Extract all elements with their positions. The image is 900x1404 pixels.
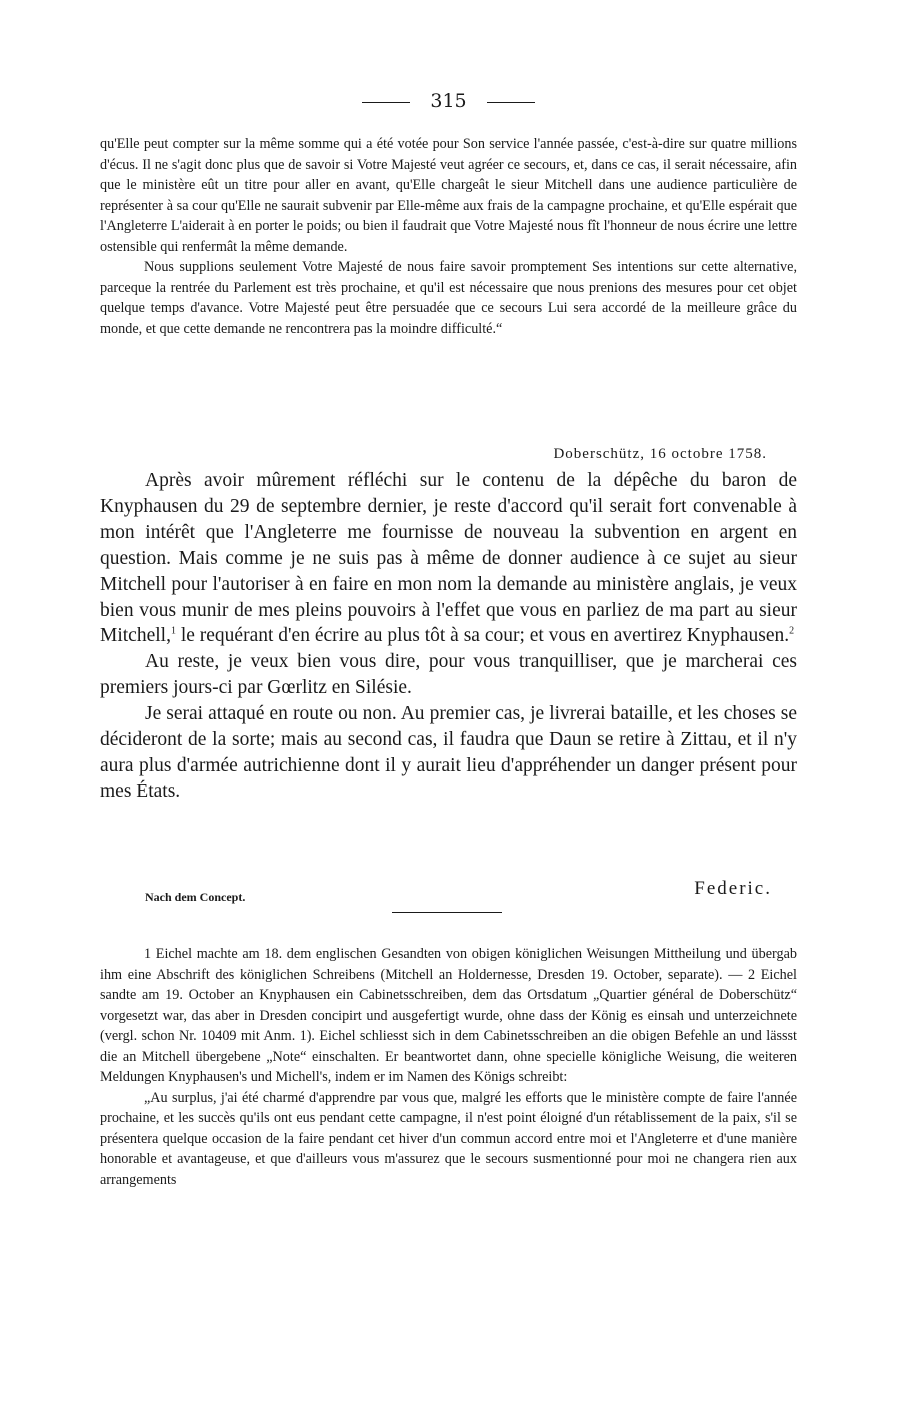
signature: Federic. bbox=[694, 878, 772, 899]
header-rule-right bbox=[487, 102, 535, 103]
footnote-ref-1: 1 bbox=[170, 625, 176, 637]
quoted-letter-para-1: qu'Elle peut compter sur la même somme qui a été votée pour Son service l'année passée, c'est-à-dire sur quatre millions d'écus. Il ne s'agit donc plus que de savoir si Votre Majesté veut agréer ce secours, et, dans ce cas, il serait nécessaire, afin que le ministère eût un titre pour aller en avant, qu'Elle chargeât le sieur Mitchell dans une audience particulière de représenter à sa cour qu'Elle ne saurait subvenir par Elle-même aux frais de la campagne prochaine, et qu'Elle espérait que l'Angleterre L'aiderait à en porter le poids; ou bien il faudrait que Votre Majesté nous fît l'honneur de nous écrire une lettre ostensible qui renfermât la même demande. bbox=[100, 136, 797, 255]
main-letter-para-2: Au reste, je veux bien vous dire, pour vous tranquilliser, que je marcherai ces premiers jours-ci par Gœrlitz en Silésie. bbox=[100, 651, 797, 699]
quoted-letter bbox=[100, 134, 797, 339]
main-letter bbox=[100, 468, 797, 805]
dateline: Doberschütz, 16 octobre 1758. bbox=[553, 446, 767, 462]
source-note: Nach dem Concept. bbox=[145, 890, 246, 904]
footnote-separator bbox=[392, 912, 502, 913]
header-rule-left bbox=[362, 102, 410, 103]
footnote-para-1: 1 Eichel machte am 18. dem englischen Gesandten von obigen königlichen Weisungen Mittheilung und übergab ihm eine Abschrift des königlichen Schreibens (Mitchell an Holdernesse, Dresden 19. October, separate). — 2 Eichel sandte am 19. October an Knyphausen ein Cabinetsschreiben, dem das Ortsdatum „Quartier général de Doberschütz“ vorgesetzt war, das aber in Dresden concipirt und ausgefertigt wurde, ohne dass der König es einsah und unterzeichnete (vergl. schon Nr. 10409 mit Anm. 1). Eichel schliesst sich in dem Cabinetsschreiben an die obigen Befehle an und lässst die an Mitchell übergebene „Note“ einschalten. Er beantwortet dann, ohne specielle königliche Weisung, die weiteren Meldungen Knyphausen's und Michell's, indem er im Namen des Königs schreibt: bbox=[100, 946, 797, 1085]
quoted-letter-para-2: Nous supplions seulement Votre Majesté de nous faire savoir promptement Ses intentions sur cette alternative, parceque la rentrée du Parlement est très prochaine, et qu'il est nécessaire que nous prenions des mesures pour cet objet quelque temps d'avance. Votre Majesté peut être persuadée que ce secours Lui sera accordé de la meilleure grâce du monde, et que cette demande ne rencontrera pas la moindre difficulté.“ bbox=[100, 259, 797, 337]
footnote-ref-2: 2 bbox=[789, 625, 795, 637]
page-header bbox=[100, 86, 797, 116]
main-letter-para-1-text-b: le requérant d'en écrire au plus tôt à sa cour; et vous en avertirez Knyphausen. bbox=[175, 625, 790, 647]
footnote-para-2: „Au surplus, j'ai été charmé d'apprendre par vous que, malgré les efforts que le ministère compte de faire l'année prochaine, et les succès qu'ils ont eus pendant cette campagne, il n'est point éloigné d'un rétablissement de la paix, s'il se présentera quelque occasion de la faire pendant cet hiver d'un commun accord entre moi et l'Angleterre et d'une manière honorable et avantageuse, et que d'ailleurs vous m'assurez que le secours susmentionné pour moi ne changera rien aux arrangements bbox=[100, 1089, 797, 1188]
page-number: 315 bbox=[430, 90, 467, 112]
main-letter-para-1-text-a: Après avoir mûrement réfléchi sur le contenu de la dépêche du baron de Knyphausen du 29 de septembre dernier, je reste d'accord qu'il serait fort convenable à mon intérêt que l'Angleterre me fournisse de nouveau la subvention en argent en question. Mais comme je ne suis pas à même de donner audience à ce sujet au sieur Mitchell pour l'autoriser à en faire en mon nom la demande au ministère anglais, je veux bien vous munir de mes pleins pouvoirs à l'effet que vous en parliez de ma part au sieur Mitchell, bbox=[100, 470, 797, 647]
main-letter-para-1 bbox=[100, 468, 797, 649]
footnotes bbox=[100, 944, 797, 1190]
main-letter-para-3: Je serai attaqué en route ou non. Au premier cas, je livrerai bataille, et les choses se décideront de la sorte; mais au second cas, il faudra que Daun se retire à Zittau, et il n'y aura plus d'armée autrichienne dont il y aurait lieu d'appréhender un danger présent pour mes États. bbox=[100, 703, 797, 802]
